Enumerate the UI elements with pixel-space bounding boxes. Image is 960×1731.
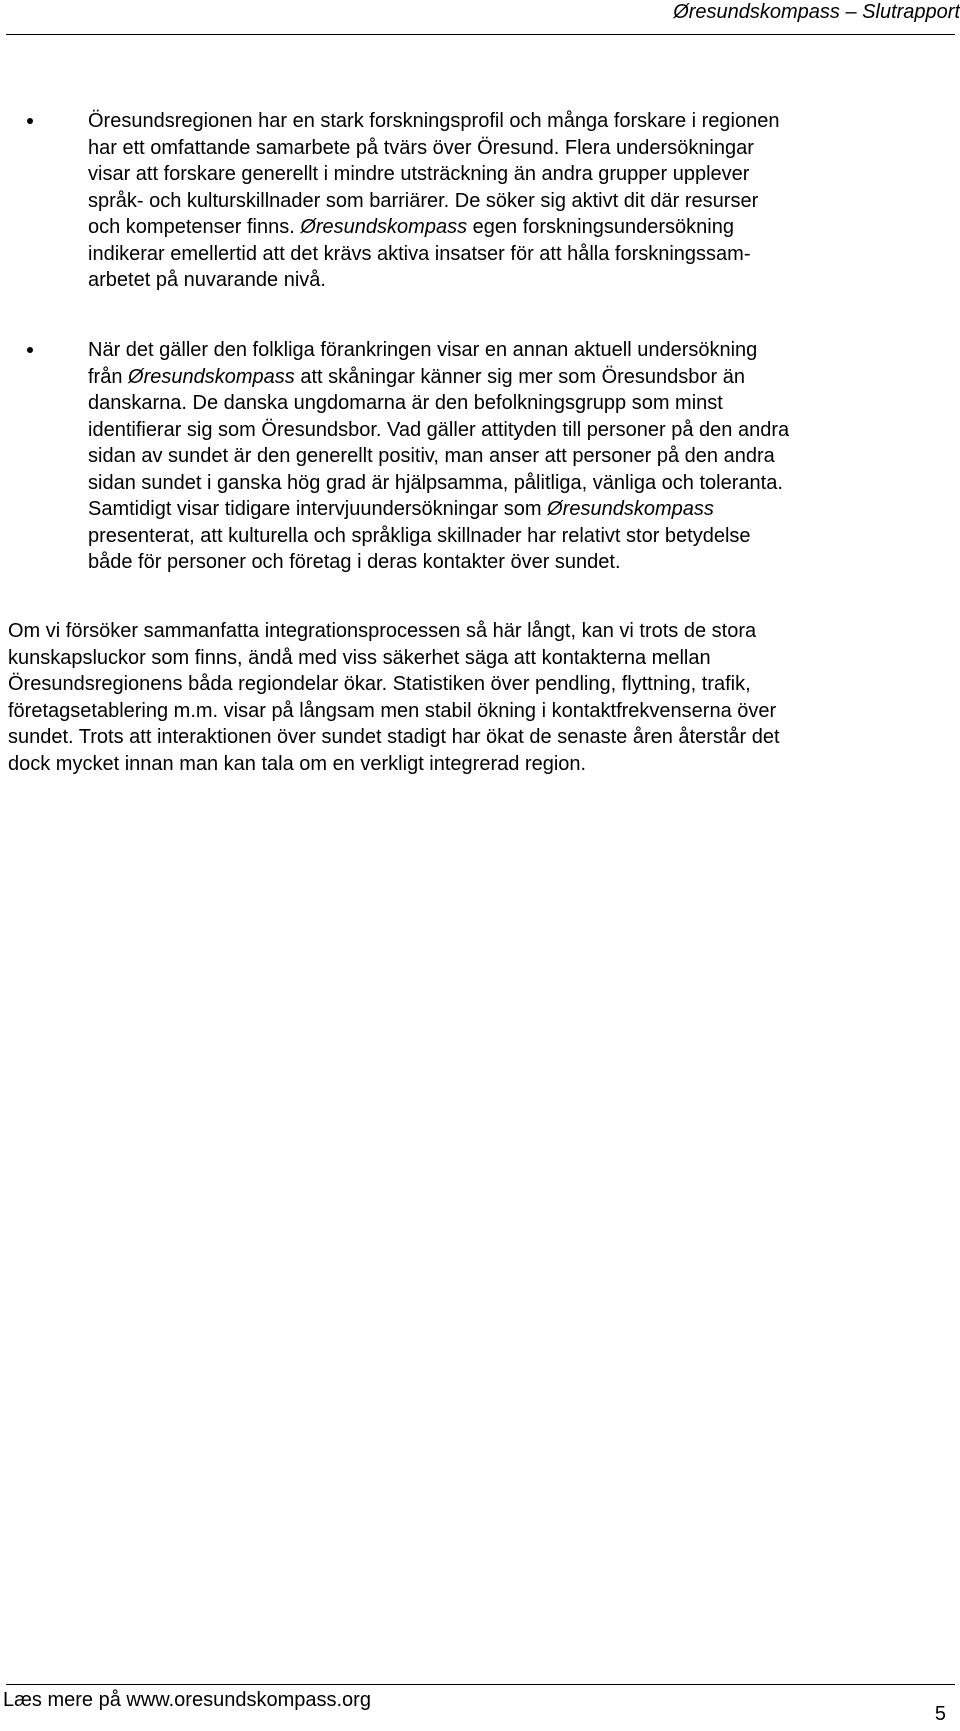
bullet-2-line-1: När det gäller den folkliga förankringen visar en annan aktuell undersökning [88,339,758,361]
bullet-1-line-2: har ett omfattande samarbete på tvärs över Öresund. Flera undersökningar [88,136,754,159]
summary-paragraph [8,618,780,777]
bullet-text-1 [88,108,779,294]
paragraph-line-5: sundet. Trots att interaktionen över sundet stadigt har ökat de senaste åren återstår det [8,726,780,748]
bullet-1-line-5: och kompetenser finns. Øresundskompass egen forskningsundersökning [88,216,734,238]
page-footer-rule [6,1684,955,1685]
bullet-2-line-2: från Øresundskompass att skåningar känner sig mer som Öresundsbor än [88,365,745,388]
bullet-2-line-8: presenterat, att kulturella och språkliga skillnader har relativt stor betydelse [88,524,751,547]
brand-name: Øresundskompass [128,365,295,388]
bullet-icon [27,118,33,124]
brand-name: Øresundskompass [300,216,468,238]
bullet-2-line-6: sidan sundet i ganska hög grad är hjälpsamma, pålitliga, vänliga och toleranta. [88,471,783,494]
paragraph-line-3: Öresundsregionens båda regiondelar ökar. Statistiken över pendling, flyttning, trafik, [8,673,751,695]
footer-link-text: Læs mere på www.oresundskompass.org [3,1689,371,1711]
bullet-2-line-3: danskarna. De danska ungdomarna är den befolkningsgrupp som minst [88,392,723,414]
bullet-1-line-4: språk- och kulturskillnader som barriärer. De söker sig aktivt dit där resurser [88,189,759,212]
bullet-icon [27,347,33,353]
paragraph-line-1: Om vi försöker sammanfatta integrationsprocessen så här långt, kan vi trots de stora [8,620,757,642]
bullet-2-line-7: Samtidigt visar tidigare intervjuundersökningar som Øresundskompass [88,498,714,520]
bullet-2-line-9: både för personer och företag i deras kontakter över sundet. [88,551,621,573]
paragraph-line-4: företagsetablering m.m. visar på långsam men stabil ökning i kontaktfrekvenserna över [8,699,777,722]
paragraph-line-2: kunskapsluckor som finns, ändå med viss säkerhet säga att kontakterna mellan [8,646,711,669]
bullet-text-2 [88,337,789,576]
brand-name: Øresundskompass [547,498,714,520]
paragraph-line-6: dock mycket innan man kan tala om en verkligt integrerad region. [8,752,587,775]
bullet-1-line-1: Öresundsregionen har en stark forskningsprofil och många forskare i regionen [88,110,780,132]
bullet-1-line-6: indikerar emellertid att det krävs aktiva insatser för att hålla forskningssam- [88,242,751,265]
bullet-2-line-4: identifierar sig som Öresundsbor. Vad gäller attityden till personer på den andra [88,418,790,441]
bullet-1-line-3: visar att forskare generellt i mindre utsträckning än andra grupper upplever [88,163,750,185]
bullet-1-line-7: arbetet på nuvarande nivå. [88,269,326,291]
header-title: Øresundskompass – Slutrapport [673,1,960,23]
page-number: 5 [934,1703,946,1725]
bullet-2-line-5: sidan av sundet är den generellt positiv, man anser att personer på den andra [88,445,775,467]
